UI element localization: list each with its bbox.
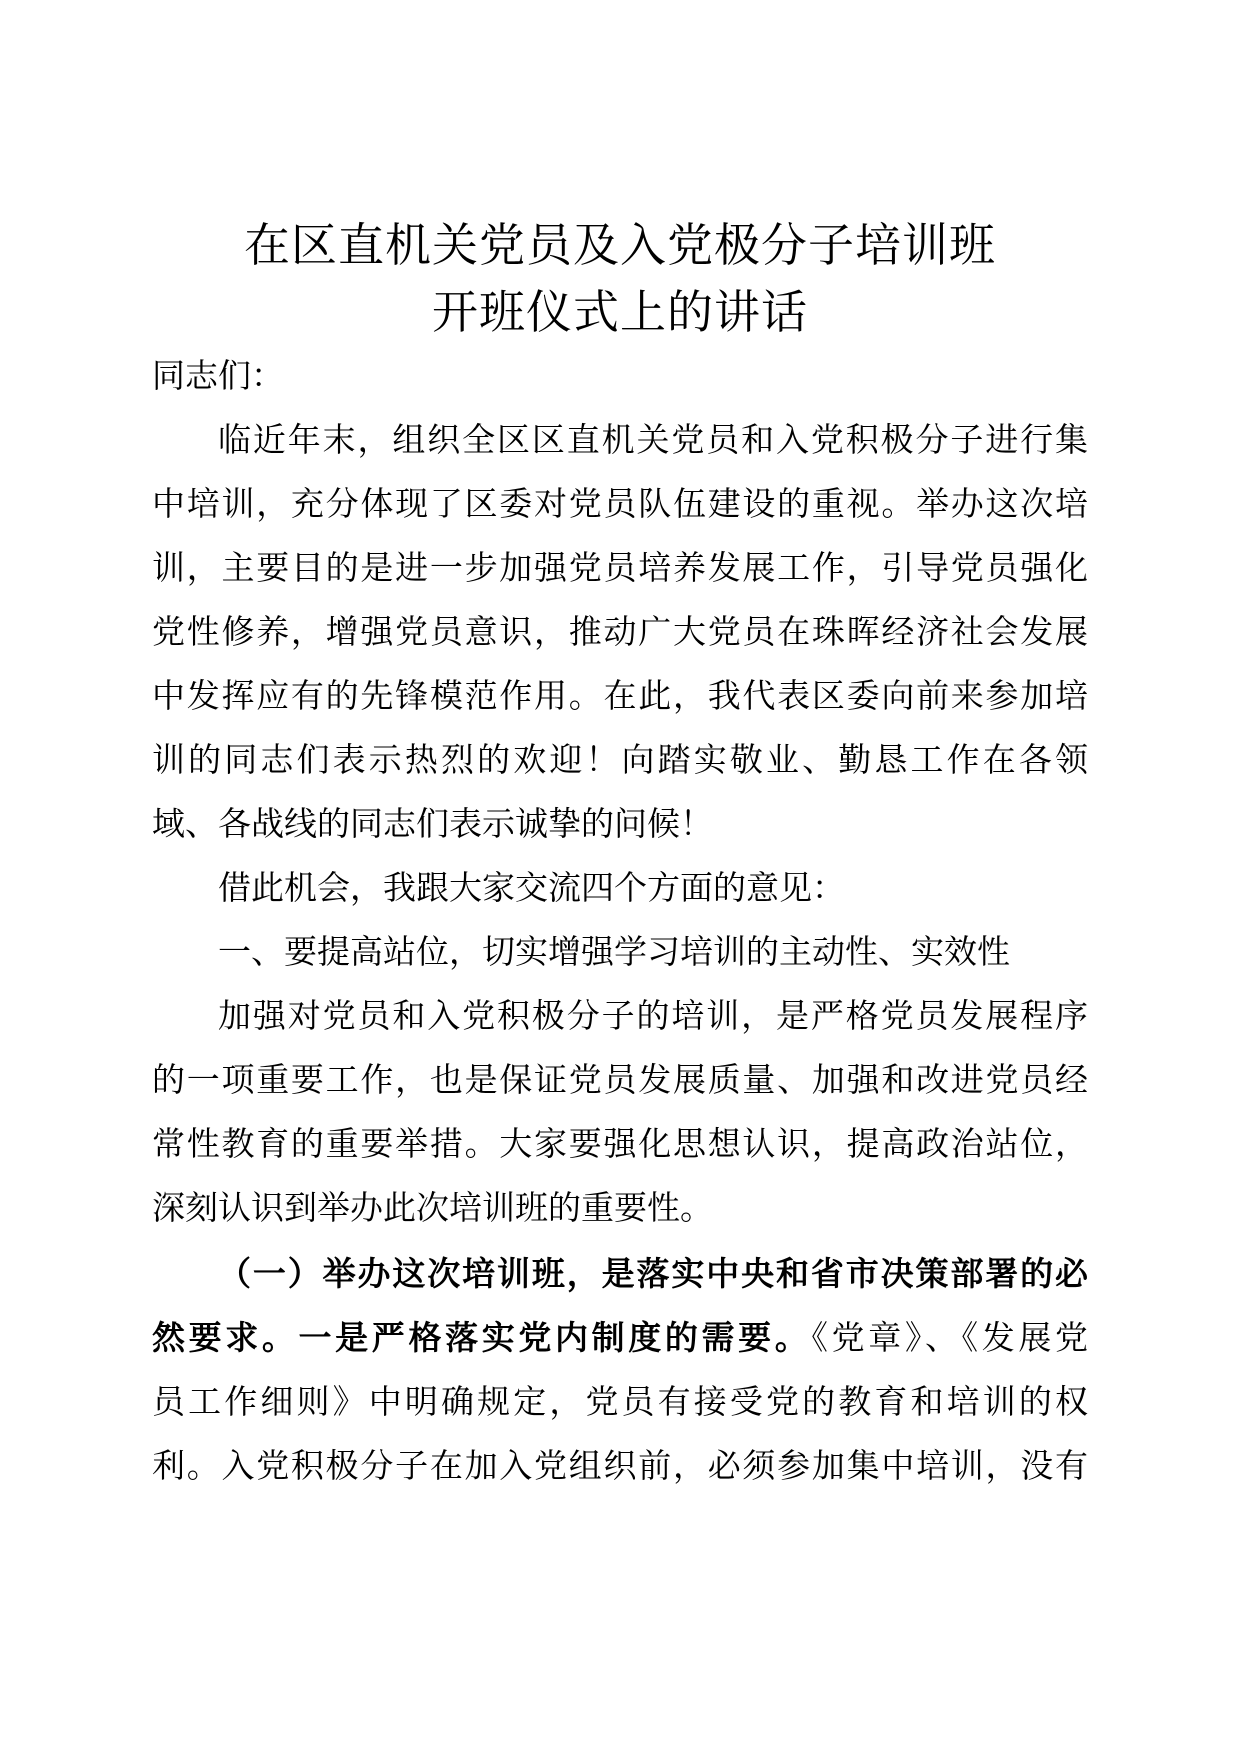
paragraph-line [152, 1306, 1088, 1370]
subsection-heading: （一）举办这次培训班，是落实中央和省市决策部署的必 [218, 1254, 1088, 1293]
paragraph-section-1 [152, 984, 1088, 1240]
paragraph-line: 中发挥应有的先锋模范作用。在此，我代表区委向前来参加培 [152, 676, 1088, 715]
document-title-line-1: 在区直机关党员及入党极分子培训班 [244, 218, 996, 272]
paragraph-line: 党性修养，增强党员意识，推动广大党员在珠晖经济社会发展 [152, 612, 1088, 651]
regular-text: 《党章》、《发展党 [811, 1318, 1089, 1357]
paragraph-line: 常性教育的重要举措。大家要强化思想认识，提高政治站位， [152, 1124, 1088, 1163]
paragraph-line: 利。入党积极分子在加入党组织前，必须参加集中培训，没有 [152, 1446, 1088, 1485]
paragraph-line: 训的同志们表示热烈的欢迎！向踏实敬业、勤恳工作在各领 [152, 740, 1088, 779]
paragraph-line: 域、各战线的同志们表示诚挚的问候！ [152, 804, 713, 843]
paragraph-line: 加强对党员和入党积极分子的培训，是严格党员发展程序 [218, 996, 1088, 1035]
paragraph-line: 深刻认识到举办此次培训班的重要性。 [152, 1188, 713, 1227]
section-heading-1: 一、要提高站位，切实增强学习培训的主动性、实效性 [218, 932, 1010, 971]
paragraph-subsection-1 [152, 1242, 1088, 1498]
paragraph-line: 训，主要目的是进一步加强党员培养发展工作，引导党员强化 [152, 548, 1088, 587]
paragraph-opening [152, 408, 1088, 856]
paragraph-line: 的一项重要工作，也是保证党员发展质量、加强和改进党员经 [152, 1060, 1088, 1099]
paragraph-line: 中培训，充分体现了区委对党员队伍建设的重视。举办这次培 [152, 484, 1088, 523]
emphasis-text: 然要求。一是严格落实党内制度的需要。 [152, 1318, 812, 1357]
document-body [152, 344, 1088, 1498]
paragraph-line: 临近年末，组织全区区直机关党员和入党积极分子进行集 [218, 420, 1088, 459]
paragraph-intro: 借此机会，我跟大家交流四个方面的意见： [218, 868, 845, 907]
document-title-line-2: 开班仪式上的讲话 [432, 285, 808, 339]
salutation: 同志们： [152, 356, 284, 395]
paragraph-line: 员工作细则》中明确规定，党员有接受党的教育和培训的权 [152, 1382, 1088, 1421]
